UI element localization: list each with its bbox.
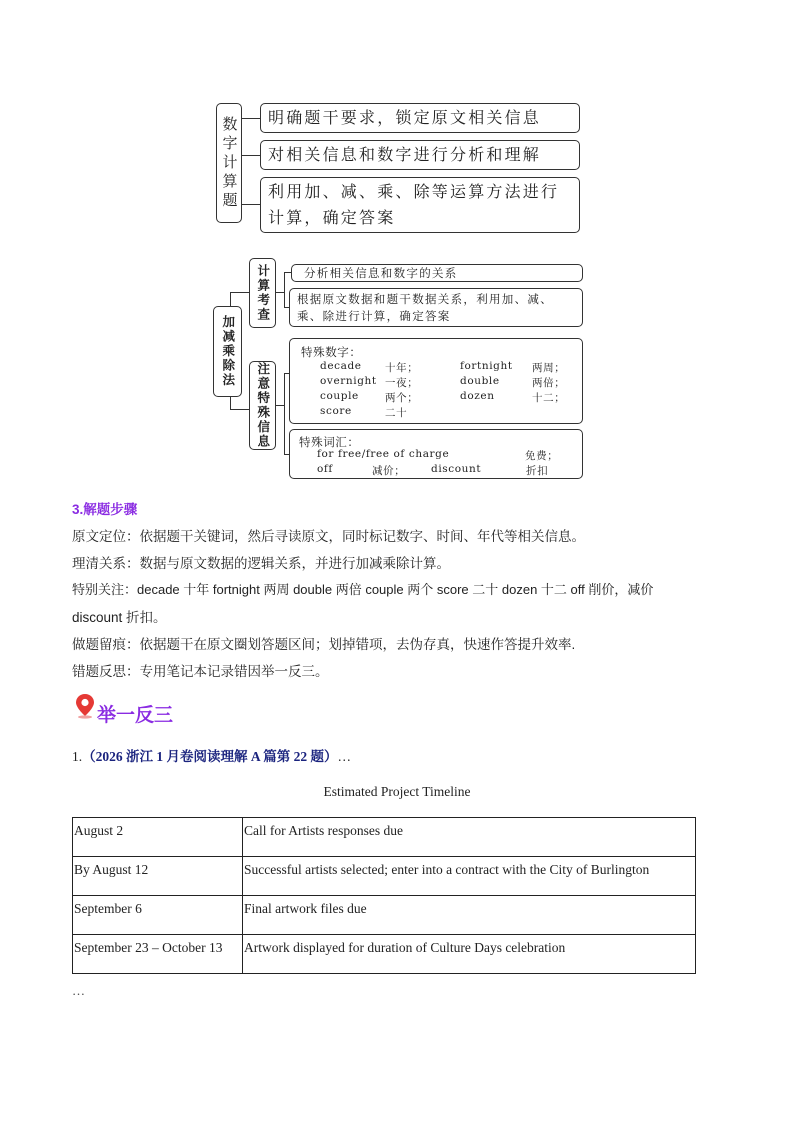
special-word: discount (431, 463, 482, 475)
special-word-meaning: 折扣 (526, 465, 549, 477)
branch1-label: 计算考查 (255, 264, 271, 322)
special-number-meaning: 十年； (385, 362, 419, 374)
connector (242, 155, 260, 156)
special-word-meaning: 减价； (372, 465, 406, 477)
question-source: （2026 浙江 1 月卷阅读理解 A 篇第 22 题） (82, 749, 338, 764)
branch1-item-1 (291, 264, 583, 282)
diagram1-item-text: 明确题干要求，锁定原文相关信息 (268, 108, 542, 127)
connector (242, 204, 260, 205)
table-cell-date: By August 12 (73, 857, 243, 896)
special-numbers-box (289, 338, 583, 424)
branch1-item-2 (289, 288, 583, 327)
special-number-word: fortnight (460, 360, 513, 372)
special-number-word: score (320, 405, 352, 417)
branch1-item-text: 分析相关信息和数字的关系 (304, 266, 458, 280)
branch1-item-text: 根据原文数据和题干数据关系，利用加、减、乘、除进行计算，确定答案 (297, 292, 553, 323)
special-words-box (289, 429, 583, 479)
diagram1-item-text: 对相关信息和数字进行分析和理解 (268, 145, 542, 164)
connector (230, 292, 231, 306)
special-number-word: double (460, 375, 500, 387)
connector (230, 292, 249, 293)
timeline-title: Estimated Project Timeline (323, 784, 471, 799)
connector (242, 118, 260, 119)
table-row (73, 935, 696, 974)
table-cell-event: Final artwork files due (243, 896, 696, 935)
special-number-meaning: 十二； (532, 392, 566, 404)
special-number-word: couple (320, 390, 359, 402)
table-cell-date: August 2 (73, 818, 243, 857)
special-number-meaning: 两个； (385, 392, 419, 404)
continuation-ellipsis: … (72, 983, 85, 998)
step-line: discount 折扣。 (72, 610, 167, 625)
step-line: 错题反思：专用笔记本记录错因举一反三。 (72, 664, 329, 679)
diagram1-item-2 (260, 140, 580, 170)
connector (276, 405, 284, 406)
connector (284, 272, 285, 308)
table-cell-date: September 6 (73, 896, 243, 935)
special-word: off (317, 463, 333, 475)
special-number-word: dozen (460, 390, 495, 402)
special-number-meaning: 一夜； (385, 377, 419, 389)
step-line: 做题留痕：依据题干在原文圈划答题区间；划掉错项，去伪存真，快速作答提升效率. (72, 637, 576, 652)
question-number: 1. (72, 749, 83, 764)
diagram1-item-3 (260, 177, 580, 233)
branch1-label-box (249, 258, 276, 328)
step-line: 原文定位：依据题干关键词，然后寻读原文，同时标记数字、时间、年代等相关信息。 (72, 529, 585, 544)
connector (284, 373, 285, 455)
connector (230, 409, 249, 410)
special-number-word: overnight (320, 375, 377, 387)
diagram2-title-box (213, 306, 242, 397)
connector (230, 397, 231, 409)
special-number-meaning: 二十 (385, 407, 408, 419)
branch2-label-box (249, 361, 276, 450)
special-word: for free/free of charge (317, 448, 450, 460)
question-line (72, 745, 351, 765)
connector (276, 292, 284, 293)
table-cell-event: Successful artists selected; enter into a contract with the City of Burlington (243, 857, 696, 896)
question-tail: … (337, 749, 352, 764)
special-number-word: decade (320, 360, 362, 372)
special-number-meaning: 两倍； (532, 377, 566, 389)
branch2-label: 注意特殊信息 (255, 362, 271, 449)
table-cell-event: Call for Artists responses due (243, 818, 696, 857)
section-title: 举一反三 (97, 705, 174, 726)
diagram1-title: 数字计算题 (220, 115, 239, 211)
timeline-table (72, 817, 696, 974)
special-words-heading: 特殊词汇： (299, 435, 360, 449)
steps-heading: 3.解题步骤 (72, 502, 138, 517)
diagram2-title: 加减乘除法 (220, 315, 236, 388)
step-line: 特别关注：decade 十年 fortnight 两周 double 两倍 couple 两个 score 二十 dozen 十二 off 削价，减价 (72, 582, 654, 597)
step-line: 理清关系：数据与原文数据的逻辑关系，并进行加减乘除计算。 (72, 556, 450, 571)
table-row (73, 896, 696, 935)
table-row (73, 818, 696, 857)
special-word-meaning: 免费； (525, 450, 559, 462)
special-number-meaning: 两周； (532, 362, 566, 374)
special-numbers-heading: 特殊数字： (301, 345, 362, 359)
table-row (73, 857, 696, 896)
diagram1-item-1 (260, 103, 580, 133)
table-cell-event: Artwork displayed for duration of Culture Days celebration (243, 935, 696, 974)
table-cell-date: September 23 – October 13 (73, 935, 243, 974)
diagram1-title-box (216, 103, 242, 223)
location-pin-icon (74, 693, 96, 719)
diagram1-item-text: 利用加、减、乘、除等运算方法进行计算，确定答案 (268, 182, 560, 227)
